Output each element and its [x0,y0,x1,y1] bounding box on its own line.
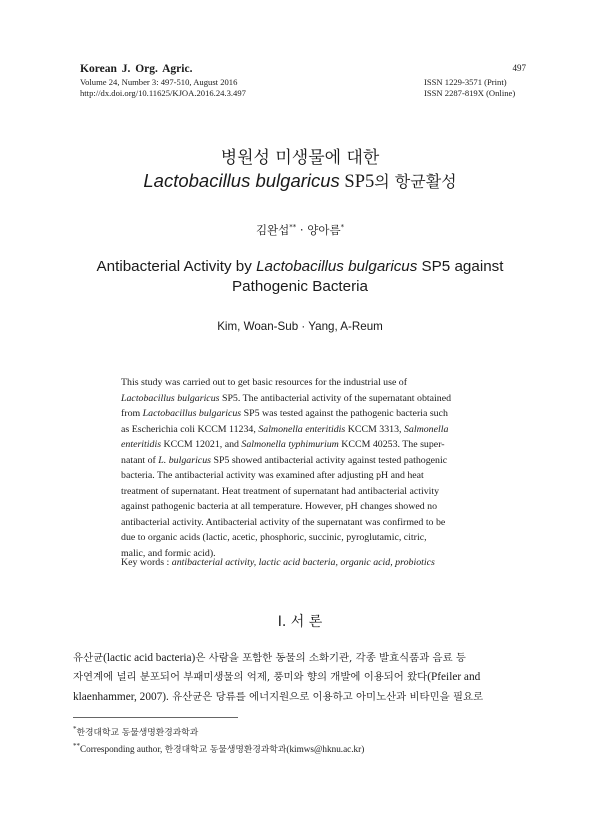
footnote-corresponding [73,742,364,755]
abstract-line [121,453,476,469]
korean-title-species: Lactobacillus bulgaricus [143,170,340,191]
abstract-text: from [121,408,143,420]
body-line [73,649,528,664]
keywords-label: Key words : [121,557,172,568]
journal-name: Korean J. Org. Agric. [80,63,193,75]
footnote-text-ko: 한경대학교 동물생명환경과학과 [164,745,287,756]
abstract-text: SP5. The antibacterial activity of the supernatant obtained [219,392,452,404]
volume-line: Volume 24, Number 3: 497-510, August 2016 [80,77,238,87]
abstract-line: due to organic acids (lactic, acetic, phosphoric, succinic, pyroglutamic, citric, [121,532,427,544]
footnote-email[interactable]: (kimws@hknu.ac.kr) [286,744,365,755]
english-authors: Kim, Woan-Sub · Yang, A-Reum [217,320,383,333]
body-text-ko: 유산균 [73,652,104,664]
body-line [73,668,528,683]
footnote-text: Corresponding author, [80,744,165,755]
abstract-line [121,406,476,422]
abstract-text: SP5 was tested against the pathogenic bacteria such [241,408,448,420]
abstract-line [121,391,476,407]
english-title-line1 [0,256,600,278]
abstract-line: This study was carried out to get basic resources for the industrial use of [121,377,408,388]
body-text-ko: 유산균은 당류를 에너지원으로 이용하고 아미노산과 비타민을 필요로 [168,691,484,703]
author-2-ko: 양아름 [307,223,341,237]
abstract-italic: Salmonella enteritidis [258,423,346,435]
english-title-part2: SP5 against [417,258,504,275]
korean-title-line2 [0,169,600,193]
issn-print: ISSN 1229-3571 (Print) [424,77,507,87]
footnote-mark: * [73,725,77,733]
issn-online: ISSN 2287-819X (Online) [424,88,516,98]
section-heading: Ⅰ. 서 론 [277,614,323,630]
footnote-text: 한경대학교 동물생명환경과학과 [76,728,199,739]
footnote-divider [73,717,238,718]
korean-title-strain: SP5 [339,172,375,192]
abstract-italic: Salmonella [403,423,449,435]
abstract-line: malic, and formic acid). [121,548,216,560]
korean-title-suffix: 의 항균활성 [374,172,457,191]
footnote-affiliation [73,725,198,738]
abstract-line: treatment of supernatant. Heat treatment of supernatant had antibacterial activity [121,485,440,497]
doi-link[interactable]: http://dx.doi.org/10.11625/KJOA.2016.24.3.497 [80,88,246,98]
author-1-ko: 김완섭 [255,223,290,237]
abstract-text: natant of [121,454,159,466]
author-separator: · [296,223,308,237]
english-title-part1: Antibacterial Activity by [96,258,257,275]
abstract [121,375,476,562]
body-text-en: (lactic acid bacteria) [103,652,196,664]
abstract-text: SP5 showed antibacterial activity against tested pathogenic [210,454,448,466]
body-text-ko: 자연계에 널리 분포되어 부패미생물의 억제, 풍미와 향의 개발에 이용되어 왔다 [73,671,428,683]
abstract-line: against pathogenic bacteria at all temperature. However, pH changes showed no [121,501,438,513]
body-text-en: klaenhammer, 2007). [73,691,169,703]
korean-authors [0,222,600,238]
abstract-italic: L. bulgaricus [158,454,211,466]
author-1-mark: ** [289,223,297,232]
keywords [121,557,481,568]
korean-title-line1: 병원성 미생물에 대한 [220,148,380,168]
abstract-italic: Lactobacillus bulgaricus [142,408,242,420]
abstract-text: as Escherichia coli KCCM 11234, [121,423,259,435]
abstract-line: antibacterial activity. Antibacterial activity of the supernatant was confirmed to be [121,516,446,528]
body-text-ko: 은 사람을 포함한 동물의 소화기관, 각종 발효식품과 음료 등 [195,652,466,664]
abstract-italic: enteritidis [121,439,162,451]
abstract-italic: Lactobacillus bulgaricus [121,392,220,404]
abstract-italic: Salmonella typhimurium [241,439,339,451]
body-line [73,688,528,703]
abstract-line [121,422,476,438]
abstract-line [121,437,476,453]
abstract-line: bacteria. The antibacterial activity was examined after adjusting pH and heat [121,470,424,482]
footnote-mark: ** [73,742,80,750]
author-2-mark: * [340,223,345,232]
abstract-text: KCCM 3313, [345,423,404,435]
body-text-en: (Pfeiler and [427,671,481,683]
abstract-text: KCCM 12021, and [161,439,242,451]
page-number: 497 [512,63,526,73]
english-title-species: Lactobacillus bulgaricus [256,258,418,275]
abstract-text: KCCM 40253. The super- [338,439,445,451]
english-title-line2: Pathogenic Bacteria [232,278,368,295]
keywords-terms: antibacterial activity, lactic acid bacteria, organic acid, probiotics [171,557,435,568]
